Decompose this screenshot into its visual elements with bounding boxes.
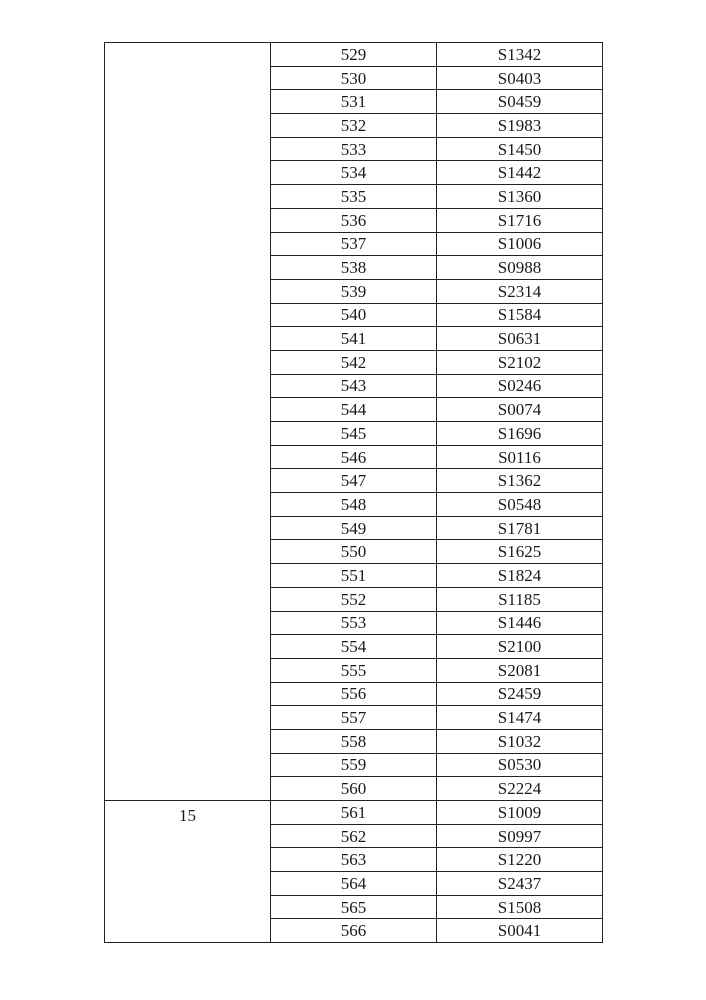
row-number-cell: 558: [271, 729, 437, 753]
code-cell: S1983: [437, 114, 603, 138]
row-number-cell: 559: [271, 753, 437, 777]
row-number-cell: 546: [271, 445, 437, 469]
row-number-cell: 544: [271, 398, 437, 422]
row-number-cell: 529: [271, 43, 437, 67]
row-number-cell: 550: [271, 540, 437, 564]
row-number-cell: 538: [271, 256, 437, 280]
code-cell: S0631: [437, 327, 603, 351]
code-cell: S1342: [437, 43, 603, 67]
group-number-cell: 15: [105, 801, 271, 943]
row-number-cell: 541: [271, 327, 437, 351]
code-cell: S2314: [437, 279, 603, 303]
row-number-cell: 556: [271, 682, 437, 706]
code-cell: S1362: [437, 469, 603, 493]
row-number-cell: 564: [271, 872, 437, 896]
code-cell: S1185: [437, 587, 603, 611]
row-number-cell: 542: [271, 350, 437, 374]
row-number-cell: 539: [271, 279, 437, 303]
row-number-cell: 536: [271, 208, 437, 232]
group-number-cell: [105, 43, 271, 801]
code-cell: S1781: [437, 516, 603, 540]
code-cell: S1716: [437, 208, 603, 232]
code-cell: S1824: [437, 564, 603, 588]
row-number-cell: 549: [271, 516, 437, 540]
row-number-cell: 547: [271, 469, 437, 493]
row-number-cell: 535: [271, 185, 437, 209]
code-cell: S2459: [437, 682, 603, 706]
code-cell: S1006: [437, 232, 603, 256]
row-number-cell: 563: [271, 848, 437, 872]
code-cell: S2437: [437, 872, 603, 896]
row-number-cell: 545: [271, 422, 437, 446]
code-cell: S1474: [437, 706, 603, 730]
code-cell: S1009: [437, 801, 603, 825]
code-cell: S0116: [437, 445, 603, 469]
row-number-cell: 534: [271, 161, 437, 185]
code-cell: S1584: [437, 303, 603, 327]
row-number-cell: 561: [271, 801, 437, 825]
row-number-cell: 557: [271, 706, 437, 730]
code-cell: S1220: [437, 848, 603, 872]
code-cell: S1442: [437, 161, 603, 185]
table-row: [105, 43, 603, 67]
code-cell: S1032: [437, 729, 603, 753]
code-cell: S0246: [437, 374, 603, 398]
row-number-cell: 533: [271, 137, 437, 161]
code-cell: S1450: [437, 137, 603, 161]
row-number-cell: 554: [271, 635, 437, 659]
row-number-cell: 555: [271, 658, 437, 682]
code-cell: S2100: [437, 635, 603, 659]
row-number-cell: 562: [271, 824, 437, 848]
code-cell: S1446: [437, 611, 603, 635]
code-cell: S0074: [437, 398, 603, 422]
code-cell: S1360: [437, 185, 603, 209]
code-cell: S0988: [437, 256, 603, 280]
code-cell: S0997: [437, 824, 603, 848]
code-cell: S0041: [437, 919, 603, 943]
row-number-cell: 532: [271, 114, 437, 138]
row-number-cell: 537: [271, 232, 437, 256]
code-cell: S2224: [437, 777, 603, 801]
code-cell: S2102: [437, 350, 603, 374]
row-number-cell: 551: [271, 564, 437, 588]
row-number-cell: 552: [271, 587, 437, 611]
code-cell: S1696: [437, 422, 603, 446]
row-number-cell: 553: [271, 611, 437, 635]
table-row: [105, 801, 603, 825]
row-number-cell: 543: [271, 374, 437, 398]
table-body: [105, 43, 603, 943]
code-cell: S0459: [437, 90, 603, 114]
row-number-cell: 548: [271, 493, 437, 517]
assignment-table: [104, 42, 603, 943]
row-number-cell: 565: [271, 895, 437, 919]
code-cell: S0530: [437, 753, 603, 777]
row-number-cell: 560: [271, 777, 437, 801]
row-number-cell: 530: [271, 66, 437, 90]
code-cell: S1508: [437, 895, 603, 919]
row-number-cell: 531: [271, 90, 437, 114]
code-cell: S0548: [437, 493, 603, 517]
row-number-cell: 566: [271, 919, 437, 943]
row-number-cell: 540: [271, 303, 437, 327]
code-cell: S0403: [437, 66, 603, 90]
code-cell: S2081: [437, 658, 603, 682]
code-cell: S1625: [437, 540, 603, 564]
